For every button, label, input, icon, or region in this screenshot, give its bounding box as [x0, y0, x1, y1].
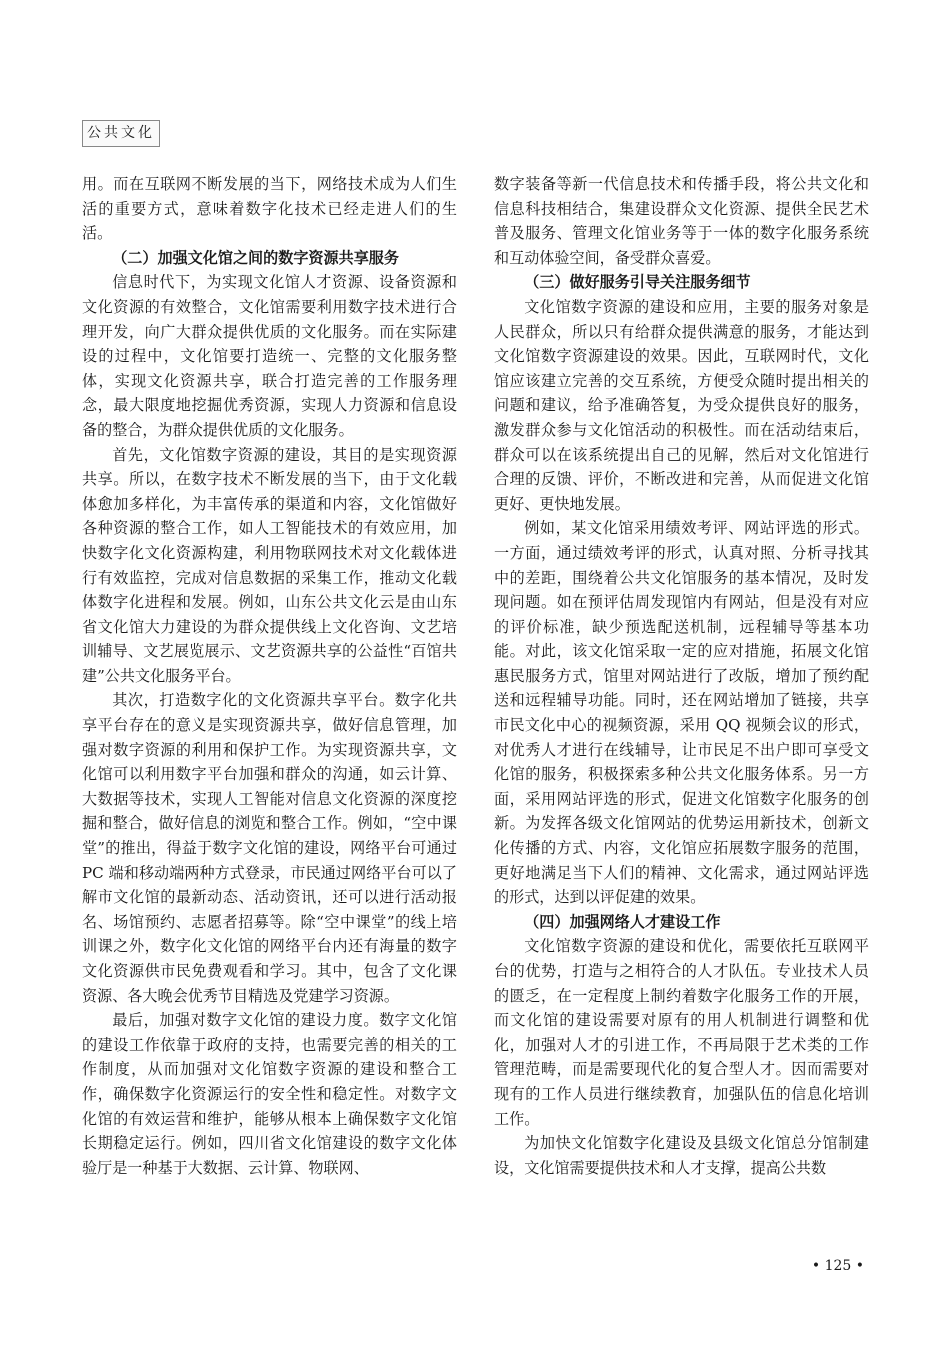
page-number: • 125 •	[811, 1258, 864, 1274]
paragraph: 文化馆数字资源的建设和优化，需要依托互联网平台的优势，打造与之相符合的人才队伍。专业技术人员的匮乏，在一定程度上制约着数字化服务工作的开展，而文化馆的建设需要对原有的用人机制进行调整和优化，加强对人才的引进工作，不再局限于艺术类的工作管理范畴，而是需要现代化的复合型人才。因而需要对现有的工作人员进行继续教育，加强队伍的信息化培训工作。	[494, 937, 869, 1128]
paragraph-continuation: 用。而在互联网不断发展的当下，网络技术成为人们生活的重要方式，意味着数字化技术已经走进人们的生活。	[82, 175, 457, 243]
section-heading-4: （四）加强网络人才建设工作	[524, 912, 721, 931]
paragraph: 例如，某文化馆采用绩效考评、网站评选的形式。一方面，通过绩效考评的形式，认真对照、分析寻找其中的差距，围绕着公共文化馆服务的基本情况，及时发现问题。如在预评估周发现馆内有网站，但是没有对应的评价标准，缺少预选配送机制，远程辅导等基本功能。对此，该文化馆采取一定的应对措施，拓展文化馆惠民服务方式，馆里对网站进行了改版，增加了预约配送和远程辅导功能。同时，还在网站增加了链接，共享市民文化中心的视频资源，采用 QQ 视频会议的形式，对优秀人才进行在线辅导，让市民足不出户即可享受文化馆的服务，积极探索多种公共文化服务体系。另一方面，采用网站评选的形式，促进文化馆数字化服务的创新。为发挥各级文化馆网站的优势运用新技术，创新文化传播的方式、内容，文化馆应拓展数字服务的范围，更好地满足当下人们的精神、文化需求，通过网站评选的形式，达到以评促建的效果。	[494, 519, 869, 907]
section-tag: 公共文化	[82, 120, 160, 147]
right-column	[494, 172, 869, 1180]
section-heading-3: （三）做好服务引导关注服务细节	[524, 273, 751, 292]
paragraph: 首先，文化馆数字资源的建设，其目的是实现资源共享。所以，在数字技术不断发展的当下，由于文化载体愈加多样化，为丰富传承的渠道和内容，文化馆做好各种资源的整合工作，如人工智能技术的有效应用，加快数字化文化资源构建，利用物联网技术对文化载体进行有效监控，完成对信息数据的采集工作，推动文化载体数字化进程和发展。例如，山东公共文化云是由山东省文化馆大力建设的为群众提供线上文化咨询、文艺培训辅导、文艺展览展示、文艺资源共享的公益性“百馆共建”公共文化服务平台。	[82, 445, 457, 685]
paragraph-continuation: 数字装备等新一代信息技术和传播手段，将公共文化和信息科技相结合，集建设群众文化资源、提供全民艺术普及服务、管理文化馆业务等于一体的数字化服务系统和互动体验空间，备受群众喜爱。	[494, 175, 869, 267]
paragraph: 为加快文化馆数字化建设及县级文化馆总分馆制建设，文化馆需要提供技术和人才支撑，提高公共数	[494, 1134, 869, 1177]
paragraph: 信息时代下，为实现文化馆人才资源、设备资源和文化资源的有效整合，文化馆需要利用数字技术进行合理开发，向广大群众提供优质的文化服务。而在实际建设的过程中，文化馆要打造统一、完整的文化服务整体，实现文化资源共享，联合打造完善的工作服务理念，最大限度地挖掘优秀资源，实现人力资源和信息设备的整合，为群众提供优质的文化服务。	[82, 273, 457, 439]
paragraph: 其次，打造数字化的文化资源共享平台。数字化共享平台存在的意义是实现资源共享，做好信息管理，加强对数字资源的利用和保护工作。为实现资源共享，文化馆可以利用数字平台加强和群众的沟通，如云计算、大数据等技术，实现人工智能对信息文化资源的深度挖掘和整合，做好信息的浏览和整合工作。例如，“空中课堂”的推出，得益于数字文化馆的建设，网络平台可通过 PC 端和移动端两种方式登录，市民通过网络平台可以了解市文化馆的最新动态、活动资讯，还可以进行活动报名、场馆预约、志愿者招募等。除“空中课堂”的线上培训课之外，数字化文化馆的网络平台内还有海量的数字文化资源供市民免费观看和学习。其中，包含了文化课资源、各大晚会优秀节目精选及党建学习资源。	[82, 691, 457, 1005]
paragraph: 最后，加强对数字文化馆的建设力度。数字文化馆的建设工作依靠于政府的支持，也需要完善的相关的工作制度，从而加强对文化馆数字资源的建设和整合工作，确保数字化资源运行的安全性和稳定性。对数字文化馆的有效运营和维护，能够从根本上确保数字文化馆长期稳定运行。例如，四川省文化馆建设的数字文化体验厅是一种基于大数据、云计算、物联网、	[82, 1011, 457, 1177]
section-heading-2: （二）加强文化馆之间的数字资源共享服务	[112, 248, 399, 267]
paragraph: 文化馆数字资源的建设和应用，主要的服务对象是人民群众，所以只有给群众提供满意的服务，才能达到文化馆数字资源建设的效果。因此，互联网时代，文化馆应该建立完善的交互系统，方便受众随时提出相关的问题和建议，给予准确答复，为受众提供良好的服务，激发群众参与文化馆活动的积极性。而在活动结束后，群众可以在该系统提出自己的见解，然后对文化馆进行合理的反馈、评价，不断改进和完善，从而促进文化馆更好、更快地发展。	[494, 297, 869, 513]
left-column	[82, 172, 457, 1180]
